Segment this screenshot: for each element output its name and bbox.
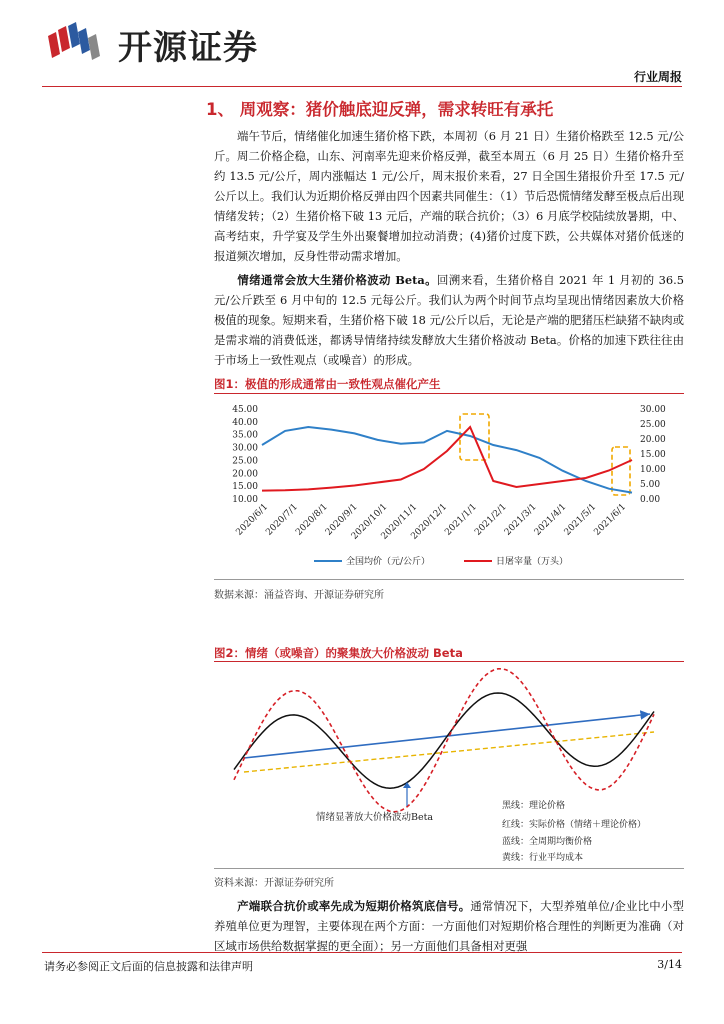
left-axis-tick: 30.00	[232, 443, 258, 454]
x-axis-tick: 2021/2/1	[473, 502, 509, 538]
x-axis-tick: 2020/11/1	[379, 502, 420, 542]
header-divider	[42, 86, 682, 87]
footer-divider	[42, 952, 682, 953]
figure-1-top-rule	[214, 393, 684, 394]
x-axis-tick: 2020/10/1	[349, 502, 390, 542]
x-axis-tick: 2021/3/1	[502, 502, 539, 538]
paragraph-3-lead: 产端联合抗价或率先成为短期价格筑底信号。	[237, 899, 471, 913]
x-axis-tick: 2020/7/1	[264, 502, 300, 538]
highlight-box-jun	[612, 447, 630, 495]
left-axis-tick: 40.00	[232, 417, 258, 428]
paragraph-2	[214, 270, 684, 370]
paragraph-3-text: 通常情况下，大型养殖单位/企业比中小型养殖单位更为理智，主要体现在两个方面：一方面他们对短期价格合理性的判断更为准确（对区域市场供给数据掌握的更全面）；另一方面他们具备相对更强	[214, 899, 684, 953]
right-axis-tick: 15.00	[640, 450, 666, 460]
left-axis-tick: 35.00	[232, 430, 258, 441]
figure-1-bottom-rule	[214, 579, 684, 580]
left-axis-tick: 10.00	[232, 495, 258, 505]
beta-annotation: 情绪显著放大价格波动Beta	[316, 812, 434, 823]
x-axis-tick: 2020/6/1	[234, 502, 271, 538]
x-axis-tick: 2020/12/1	[409, 502, 450, 542]
legend-label-price: 全国均价（元/公斤）	[346, 557, 431, 567]
paragraph-1-text: 端午节后，情绪催化加速生猪价格下跌，本周初（6 月 21 日）生猪价格跌至 12.5 元/公斤。周二价格企稳，山东、河南率先迎来价格反弹，截至本周五（6 月 25 日）生猪价格升至约 13.5 元/公斤，周内涨幅达 1 元/公斤，周末报价来看，27 日全国生猪报价升至 17.5 元/公斤以上。我们认为近期价格反弹由四个因素共同催生：（1）节后恐慌情绪发酵至极点后出现情绪发转；（2）生猪价格下破 13 元后，产端的联合抗价；（3）6 月底学校陆续放暑期，中、高考结束，升学宴及学生外出聚餐增加拉动消费；(4)猪价过度下跌，公共媒体对猪价低迷的报道频次增加，反身性带动需求增加。	[214, 129, 684, 263]
figure-2-bottom-rule	[214, 868, 684, 869]
x-axis-tick: 2021/5/1	[562, 502, 599, 538]
figure-1-title: 图1：极值的形成通常由一致性观点催化产生	[214, 377, 441, 391]
theoretical-price-curve	[234, 693, 654, 788]
right-axis-tick: 20.00	[640, 435, 666, 445]
brand-name: 开源证券	[118, 28, 258, 68]
paragraph-2-text: 回溯来看，生猪价格自 2021 年 1 月初的 36.5 元/公斤跌至 6 月中旬的 12.5 元每公斤。我们认为两个时间节点均呈现出情绪因素放大价格极值的现象。短期来看，生猪价格下破 18 元/公斤以后，无论是产端的肥猪压栏缺猪不缺肉或是需求端的消费低迷，都诱导情绪持续发酵放大生猪价格波动 Beta。价格的加速下跌往往由于市场上一致性观点（或噪音）的形成。	[214, 273, 685, 367]
series-line-price	[262, 427, 632, 493]
paragraph-3	[214, 896, 684, 956]
right-axis-tick: 10.00	[640, 465, 666, 475]
left-axis-tick: 45.00	[232, 405, 258, 415]
x-axis-tick: 2020/9/1	[323, 502, 360, 538]
left-axis-tick: 25.00	[232, 456, 258, 467]
left-axis-tick: 15.00	[232, 482, 258, 493]
legend-equilibrium: 蓝线：全周期均衡价格	[502, 837, 593, 847]
figure-1-source: 数据来源：涌益咨询、开源证券研究所	[214, 590, 384, 601]
paragraph-1	[214, 126, 684, 266]
series-line-slaughter	[262, 427, 632, 491]
legend-theoretical: 黑线：理论价格	[502, 801, 566, 811]
page-number: 3/14	[657, 958, 682, 971]
x-axis-tick: 2021/4/1	[532, 502, 569, 538]
left-axis-tick: 20.00	[232, 469, 258, 480]
figure-2-title: 图2：情绪（或噪音）的聚集放大价格波动 Beta	[214, 646, 463, 660]
footer-disclaimer: 请务必参阅正文后面的信息披露和法律声明	[44, 960, 253, 973]
right-axis-tick: 0.00	[640, 495, 661, 505]
right-axis-tick: 25.00	[640, 420, 666, 430]
legend-actual: 红线：实际价格（情绪＋理论价格）	[502, 820, 647, 830]
figure-1-chart	[214, 395, 684, 575]
x-axis-tick: 2021/6/1	[592, 502, 629, 538]
figure-2-diagram	[214, 662, 684, 864]
x-axis-tick: 2021/1/1	[443, 502, 479, 538]
right-axis-tick: 5.00	[640, 480, 661, 490]
figure-2-source: 资料来源：开源证券研究所	[214, 878, 334, 889]
paragraph-2-lead: 情绪通常会放大生猪价格波动 Beta。	[237, 273, 437, 287]
x-axis-tick: 2020/8/1	[294, 502, 330, 538]
legend-label-slaughter: 日屠宰量（万头）	[496, 557, 569, 567]
report-type-label: 行业周报	[633, 70, 682, 84]
section-title: 1、 周观察：猪价触底迎反弹，需求转旺有承托	[206, 100, 554, 119]
brand-logo-icon	[44, 20, 108, 64]
legend-cost: 黄线：行业平均成本	[502, 853, 584, 863]
right-axis-tick: 30.00	[640, 405, 666, 415]
